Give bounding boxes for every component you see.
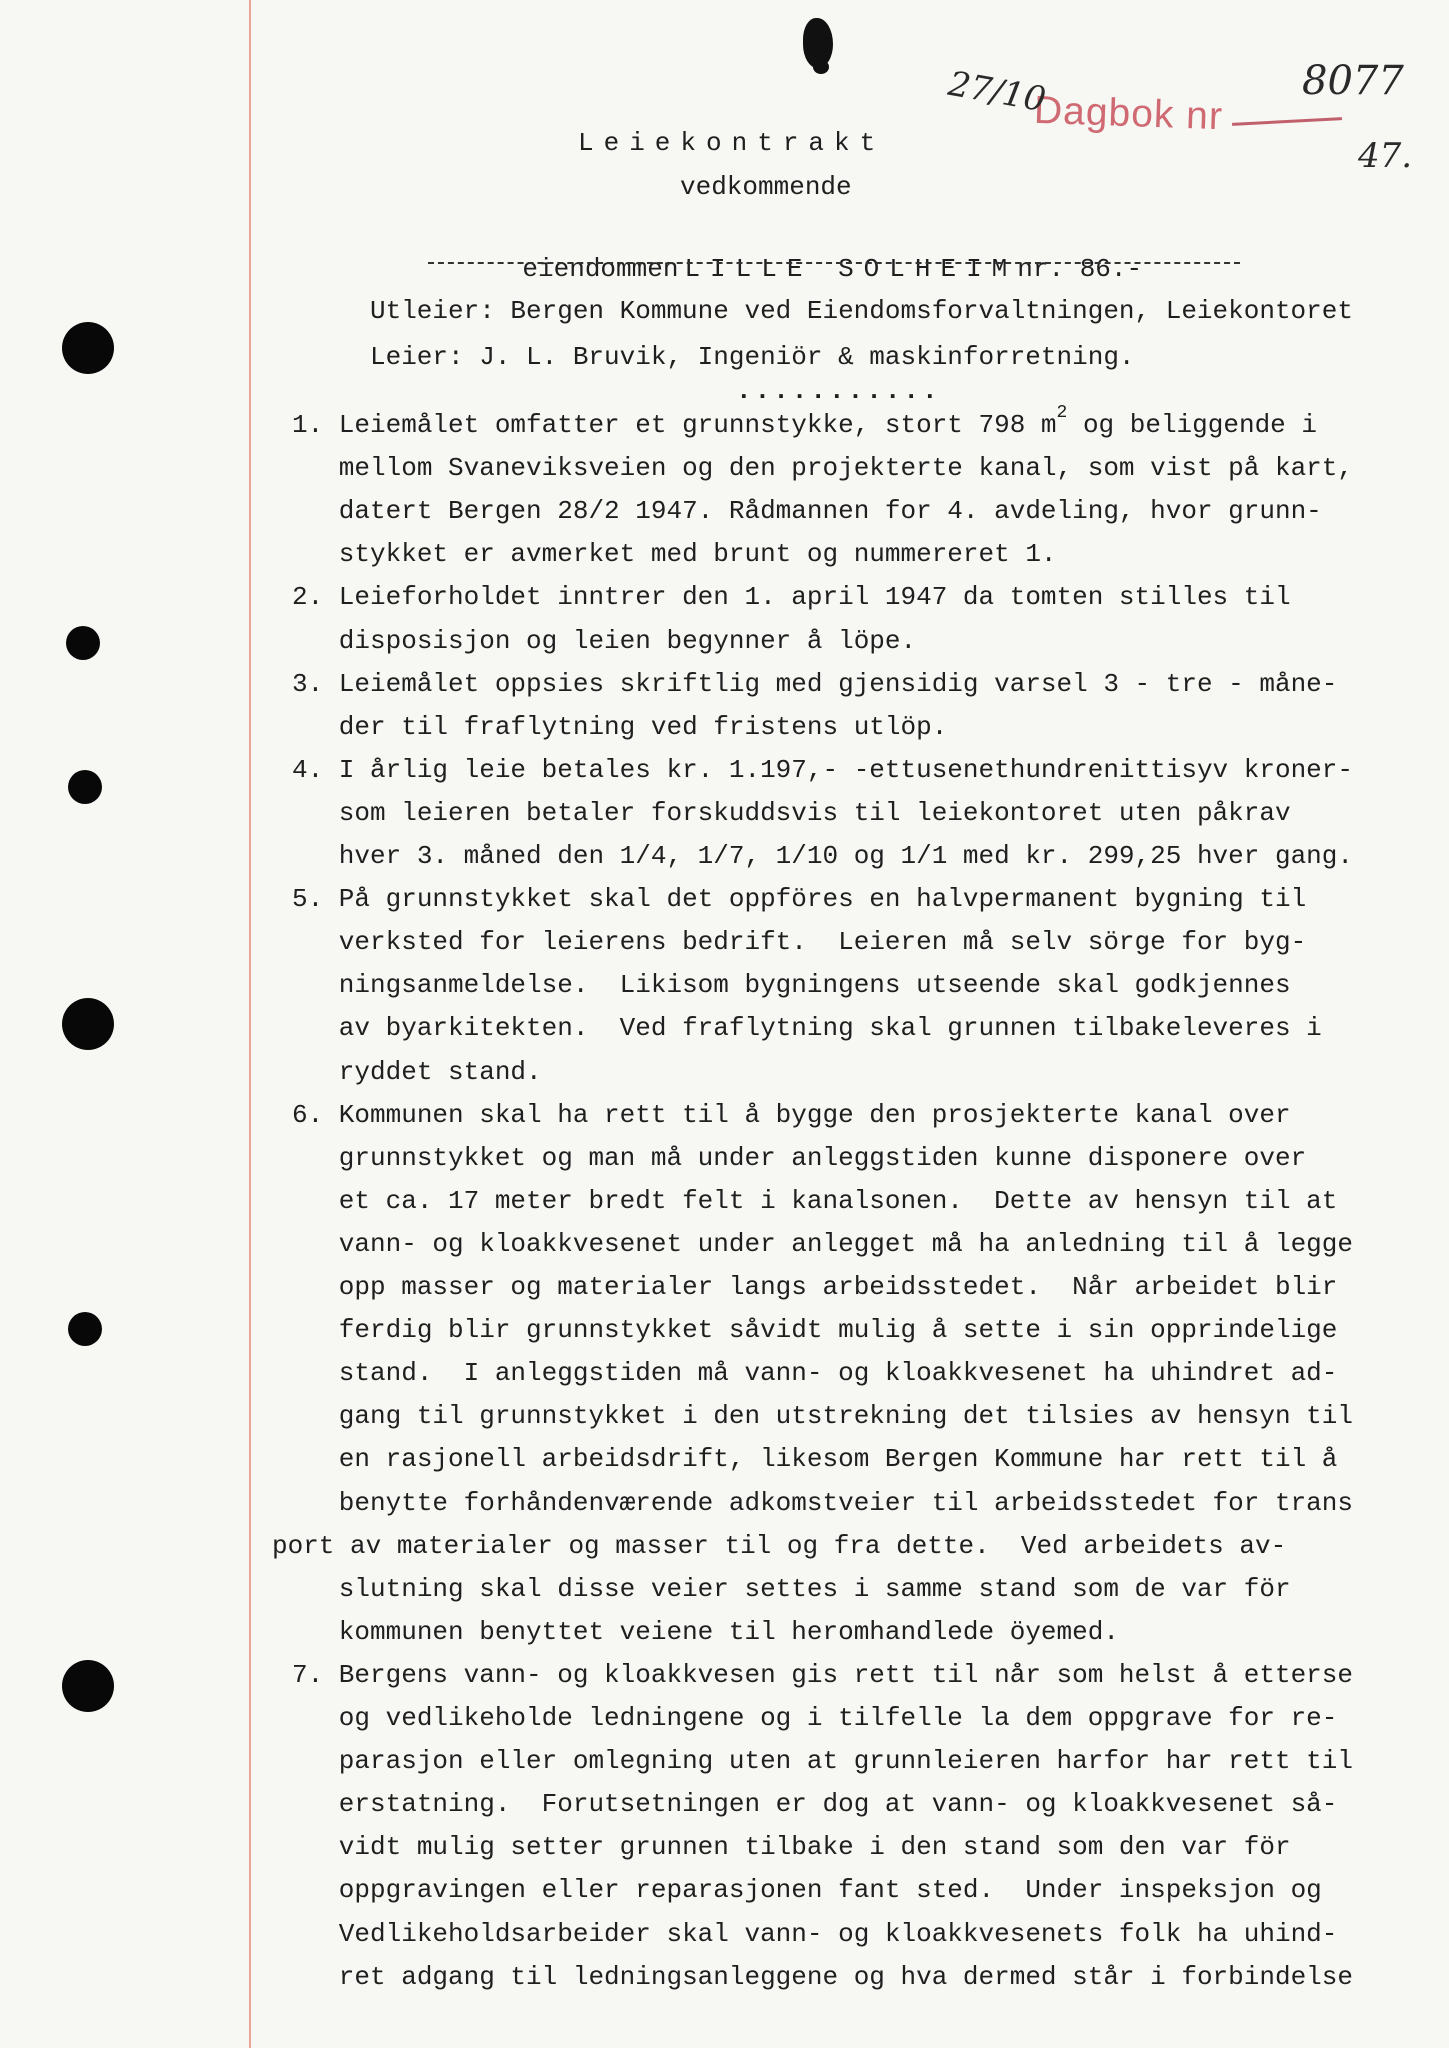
property-number: nr. 86.- — [1017, 254, 1143, 284]
contract-line — [292, 1574, 1291, 1604]
contract-line — [292, 1703, 1337, 1733]
handwritten-date: 27/10 — [945, 63, 1049, 121]
contract-line — [292, 1186, 1337, 1216]
contract-line-text: som leieren betaler forskuddsvis til leiekontoret uten påkrav — [292, 797, 1291, 828]
contract-line-text: 7. Bergens vann- og kloakkvesen gis rett til når som helst å etterse — [292, 1659, 1353, 1690]
stamp-strike-line — [1232, 117, 1342, 126]
contract-line — [292, 1358, 1337, 1388]
contract-line — [292, 496, 1322, 526]
contract-line-text: verksted for leierens bedrift. Leieren må selv sörge for byg- — [292, 927, 1307, 958]
contract-line — [292, 1875, 1322, 1905]
contract-line-text: ningsanmeldelse. Likisom bygningens utseende skal godkjennes — [292, 970, 1291, 1001]
contract-line — [292, 798, 1291, 828]
handwritten-journal-number: 8077 — [1302, 58, 1404, 104]
contract-line — [292, 970, 1291, 1000]
punch-hole-6 — [62, 1660, 114, 1712]
contract-line-text: stykket er avmerket med brunt og nummereret 1. — [292, 539, 1057, 570]
document-subtitle: vedkommende — [680, 172, 852, 202]
contract-line-text: Vedlikeholdsarbeider skal vann- og kloakkvesenets folk ha uhind- — [292, 1918, 1338, 1949]
lessee-line: Leier: J. L. Bruvik, Ingeniör & maskinforretning. — [370, 342, 1135, 372]
punch-hole-5 — [68, 1312, 102, 1346]
contract-line — [292, 1962, 1353, 1992]
contract-line — [292, 1832, 1291, 1862]
contract-line-text: 4. I årlig leie betales kr. 1.197,- -ettusenethundrenittisyv kroner- — [292, 754, 1353, 785]
contract-line — [292, 712, 947, 742]
contract-line — [292, 1315, 1337, 1345]
contract-line — [272, 1531, 1286, 1561]
contract-line — [292, 1660, 1353, 1690]
contract-line-text: erstatning. Forutsetningen er dog at vann- og kloakkvesenet så- — [292, 1789, 1338, 1820]
contract-line-text: et ca. 17 meter bredt felt i kanalsonen. Dette av hensyn til at — [292, 1185, 1338, 1216]
contract-line-text: oppgravingen eller reparasjonen fant sted. Under inspeksjon og — [292, 1875, 1322, 1906]
punch-hole-1 — [62, 322, 114, 374]
contract-line — [292, 1746, 1353, 1776]
contract-line-text: slutning skal disse veier settes i samme stand som de var för — [292, 1573, 1291, 1604]
dagbok-stamp: Dagbok nr — [1033, 88, 1224, 139]
contract-line-text: benytte forhåndenværende adkomstveier til arbeidsstedet for trans — [292, 1487, 1353, 1518]
contract-line — [292, 1444, 1337, 1474]
contract-line — [292, 1272, 1337, 1302]
contract-line — [292, 539, 1057, 569]
contract-line-text: 2. Leieforholdet inntrer den 1. april 1947 da tomten stilles til — [292, 582, 1291, 613]
contract-line-text: disposisjon og leien begynner å löpe. — [292, 625, 917, 656]
contract-line — [292, 755, 1353, 785]
contract-line-text: hver 3. måned den 1/4, 1/7, 1/10 og 1/1 med kr. 299,25 hver gang. — [292, 841, 1353, 871]
contract-line-text: 3. Leiemålet oppsies skriftlig med gjensidig varsel 3 - tre - måne- — [292, 668, 1338, 699]
contract-line-text: en rasjonell arbeidsdrift, likesom Bergen Kommune har rett til å — [292, 1444, 1338, 1475]
contract-line-text: port av materialer og masser til og fra dette. Ved arbeidets av- — [272, 1530, 1287, 1561]
contract-line — [292, 927, 1306, 957]
contract-line-text: vann- og kloakkvesenet under anlegget må ha anledning til å legge — [292, 1228, 1353, 1259]
contract-line-text: stand. I anleggstiden må vann- og kloakkvesenet ha uhindret ad- — [292, 1358, 1338, 1389]
contract-line — [292, 453, 1353, 483]
contract-line — [292, 1488, 1353, 1518]
contract-line — [292, 1617, 1119, 1647]
contract-line-text: gang til grunnstykket i den utstrekning det tilsies av hensyn til — [292, 1401, 1353, 1432]
contract-line — [292, 1789, 1337, 1819]
contract-line — [292, 841, 1353, 871]
lessor-line: Utleier: Bergen Kommune ved Eiendomsforvaltningen, Leiekontoret — [370, 296, 1353, 326]
contract-line-text: parasjon eller omlegning uten at grunnleieren harfor har rett til — [292, 1746, 1353, 1777]
contract-line — [292, 1401, 1353, 1431]
dashed-rule — [428, 262, 1240, 264]
contract-line-text: 5. På grunnstykket skal det oppföres en halvpermanent bygning til — [292, 884, 1307, 915]
contract-line — [292, 1100, 1291, 1130]
contract-line-text: 6. Kommunen skal ha rett til å bygge den prosjekterte kanal over — [292, 1099, 1291, 1130]
property-prefix: eiendommen — [522, 254, 679, 284]
superscript: 2 — [1056, 403, 1068, 423]
punch-hole-3 — [68, 770, 102, 804]
contract-line — [292, 582, 1291, 612]
contract-line-text: mellom Svaneviksveien og den projekterte kanal, som vist på kart, — [292, 453, 1353, 484]
handwritten-year: 47. — [1358, 136, 1413, 176]
contract-line-text: opp masser og materialer langs arbeidsstedet. Når arbeidet blir — [292, 1272, 1338, 1302]
contract-line-text-after: og beliggende i — [1067, 410, 1317, 440]
contract-line-text: vidt mulig setter grunnen tilbake i den stand som den var för — [292, 1832, 1291, 1863]
punch-hole-2 — [66, 626, 100, 660]
contract-line-text: kommunen benyttet veiene til heromhandlede öyemed. — [292, 1616, 1119, 1647]
contract-line — [292, 403, 1317, 440]
contract-line — [292, 1013, 1322, 1043]
contract-line — [292, 884, 1306, 914]
contract-line-text: 1. Leiemålet omfatter et grunnstykke, stort 798 m — [292, 410, 1057, 440]
contract-line-text: der til fraflytning ved fristens utlöp. — [292, 711, 948, 742]
dots-separator: ........... — [736, 376, 941, 406]
contract-line-text: ferdig blir grunnstykket såvidt mulig å sette i sin opprindelige — [292, 1315, 1338, 1346]
contract-line — [292, 626, 916, 656]
contract-line-text: av byarkitekten. Ved fraflytning skal grunnen tilbakeleveres i — [292, 1013, 1322, 1044]
property-name: LILLE SOLHEIM — [684, 254, 1018, 284]
contract-line — [292, 1919, 1337, 1949]
contract-line-text: ret adgang til ledningsanleggene og hva dermed står i forbindelse — [292, 1961, 1353, 1992]
contract-line-text: ryddet stand. — [292, 1056, 542, 1087]
ink-blot-small — [813, 60, 829, 74]
contract-line-text: grunnstykket og man må under anleggstiden kunne disponere over — [292, 1142, 1307, 1173]
contract-line-text: datert Bergen 28/2 1947. Rådmannen for 4. avdeling, hvor grunn- — [292, 496, 1322, 527]
contract-line — [292, 669, 1337, 699]
contract-line — [292, 1057, 542, 1087]
red-margin-line — [249, 0, 251, 2048]
contract-line — [292, 1143, 1306, 1173]
contract-line — [292, 1229, 1353, 1259]
contract-line-text: og vedlikeholde ledningene og i tilfelle la dem oppgrave for re- — [292, 1703, 1338, 1733]
punch-hole-4 — [62, 998, 114, 1050]
document-title: Leiekontrakt — [578, 128, 886, 158]
